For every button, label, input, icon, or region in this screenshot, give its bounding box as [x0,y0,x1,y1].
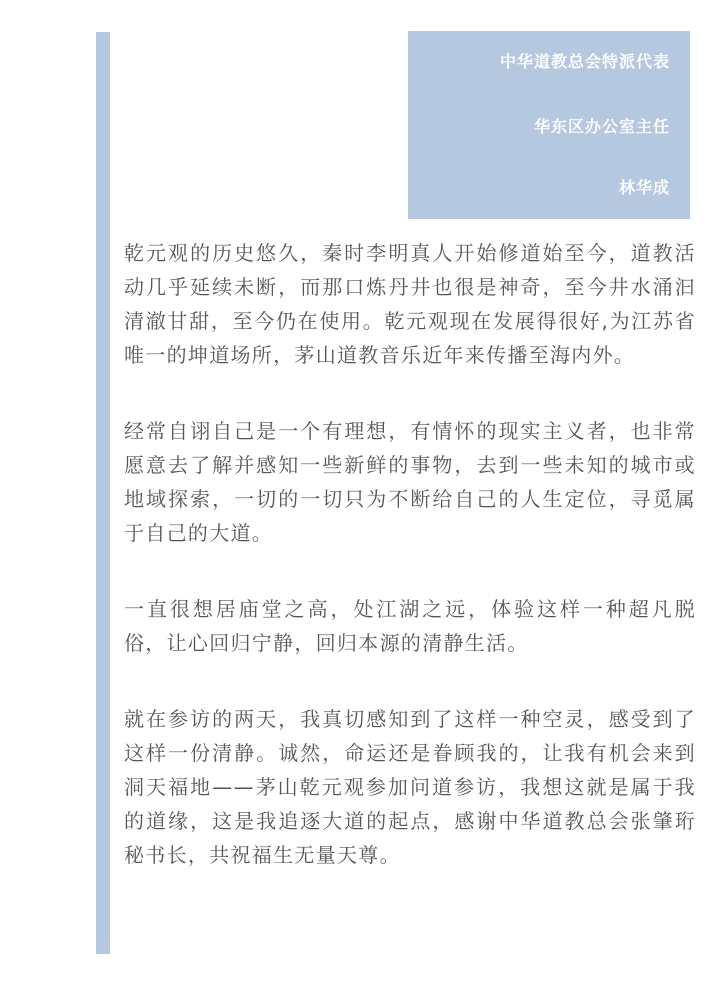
paragraph-self-description: 经常自诩自己是一个有理想，有情怀的现实主义者，也非常愿意去了解并感知一些新鲜的事物，去到一些未知的城市或地域探索，一切的一切只为不断给自己的人生定位，寻觅属于自己的大道。 [124,419,696,545]
author-caption-box [408,31,690,219]
author-name: 林华成 [618,178,670,197]
paragraph-aspiration: 一直很想居庙堂之高，处江湖之远，体验这样一种超凡脱俗，让心回归宁静，回归本源的清静生活。 [124,597,696,655]
author-position: 华东区办公室主任 [533,117,670,136]
article-body [124,236,696,914]
paragraph-history: 乾元观的历史悠久，秦时李明真人开始修道始至今，道教活动几乎延续未断，而那口炼丹井也很是神奇，至今井水涌汩清澈甘甜，至今仍在使用。乾元观现在发展得很好,为江苏省唯一的坤道场所，茅山道教音乐近年来传播至海内外。 [124,241,696,367]
author-affiliation: 中华道教总会特派代表 [499,52,670,71]
paragraph-reflection: 就在参访的两天，我真切感知到了这样一种空灵，感受到了这样一份清静。诚然，命运还是眷顾我的，让我有机会来到洞天福地——茅山乾元观参加问道参访，我想这就是属于我的道缘，这是我追逐大道的起点，感谢中华道教总会张肇珩秘书长，共祝福生无量天尊。 [124,707,696,867]
left-accent-bar [96,32,110,954]
